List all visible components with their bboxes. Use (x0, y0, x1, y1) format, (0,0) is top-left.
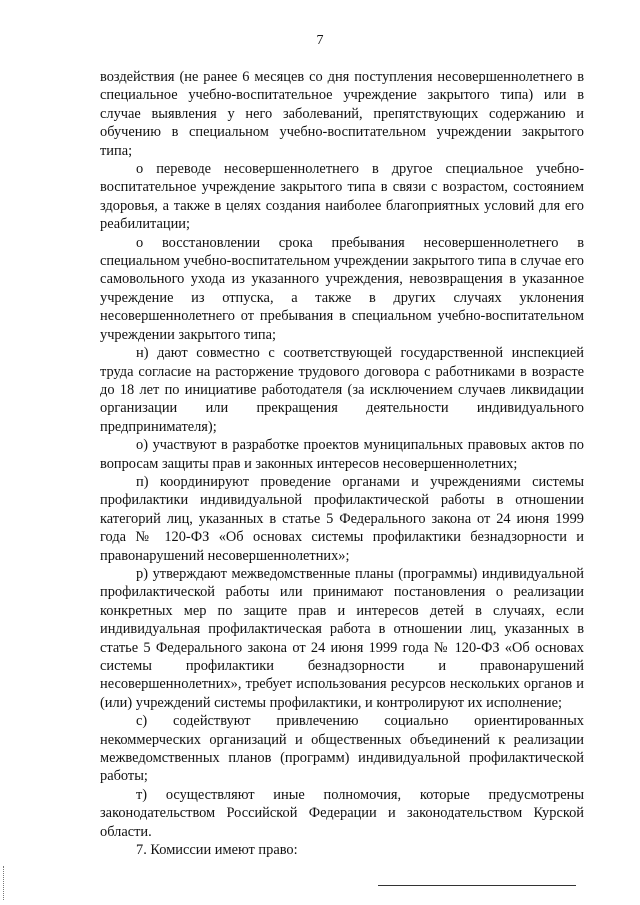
paragraph-section-7: 7. Комиссии имеют право: (136, 842, 298, 859)
paragraph-item-n: н) дают совместно с соответствующей государственной инспекцией труда согласие на расторжение трудового договора с работниками в возрасте до 18 лет по инициативе работодателя (за исключением случаев ликвидации организации или прекращения деятельности индивидуального предпринимателя); (100, 345, 584, 435)
paragraph-item-t: т) осуществляют иные полномочия, которые предусмотрены законодательством Российской Федерации и законодательством Курской области. (100, 786, 584, 840)
paragraph-continuation: воздействия (не ранее 6 месяцев со дня поступления несовершеннолетнего в специальное учебно-воспитательное учреждение закрытого типа) или в случае выявления у него заболеваний, препятствующих содержанию и обучению в специальном учебно-воспитательном учреждении закрытого типа; (100, 69, 584, 159)
paragraph-item-o: о) участвуют в разработке проектов муниципальных правовых актов по вопросам защиты прав и законных интересов несовершеннолетних; (100, 437, 584, 472)
page-number: 7 (316, 33, 324, 48)
footer-rule (378, 885, 576, 886)
scan-margin-mark (3, 866, 4, 900)
paragraph-item-p: п) координируют проведение органами и учреждениями системы профилактики индивидуальной профилактической работы в отношении категорий лиц, указанных в статье 5 Федерального закона от 24 июня 1999 года № 120-ФЗ «Об основах системы профилактики безнадзорности и правонарушений несовершеннолетних»; (100, 473, 584, 564)
paragraph-restore-term: о восстановлении срока пребывания несовершеннолетнего в специальном учебно-воспитательном учреждении закрытого типа в случае его самовольного ухода из указанного учреждения, невозвращения в указанное учреждение из отпуска, а также в других случаях уклонения несовершеннолетнего от пребывания в специальном учебно-воспитательном учреждении закрытого типа; (100, 234, 584, 343)
paragraph-transfer: о переводе несовершеннолетнего в другое специальное учебно-воспитательное учреждение закрытого типа в связи с возрастом, состоянием здоровья, а также в целях создания наиболее благоприятных условий для его реабилитации; (100, 161, 584, 233)
paragraph-item-s: с) содействуют привлечению социально ориентированных некоммерческих организаций и общественных объединений к реализации межведомственных планов (программ) индивидуальной профилактической работы; (100, 713, 584, 785)
paragraph-item-r: р) утверждают межведомственные планы (программы) индивидуальной профилактической работы или принимают постановления о реализации конкретных мер по защите прав и интересов детей в случаях, если индивидуальная профилактическая работа в отношении лиц, указанных в статье 5 Федерального закона от 24 июня 1999 года № 120-ФЗ «Об основах системы профилактики безнадзорности и правонарушений несовершеннолетних», требует использования ресурсов нескольких органов и (или) учреждений системы профилактики, и контролируют их исполнение; (100, 565, 584, 711)
document-body (100, 68, 584, 859)
